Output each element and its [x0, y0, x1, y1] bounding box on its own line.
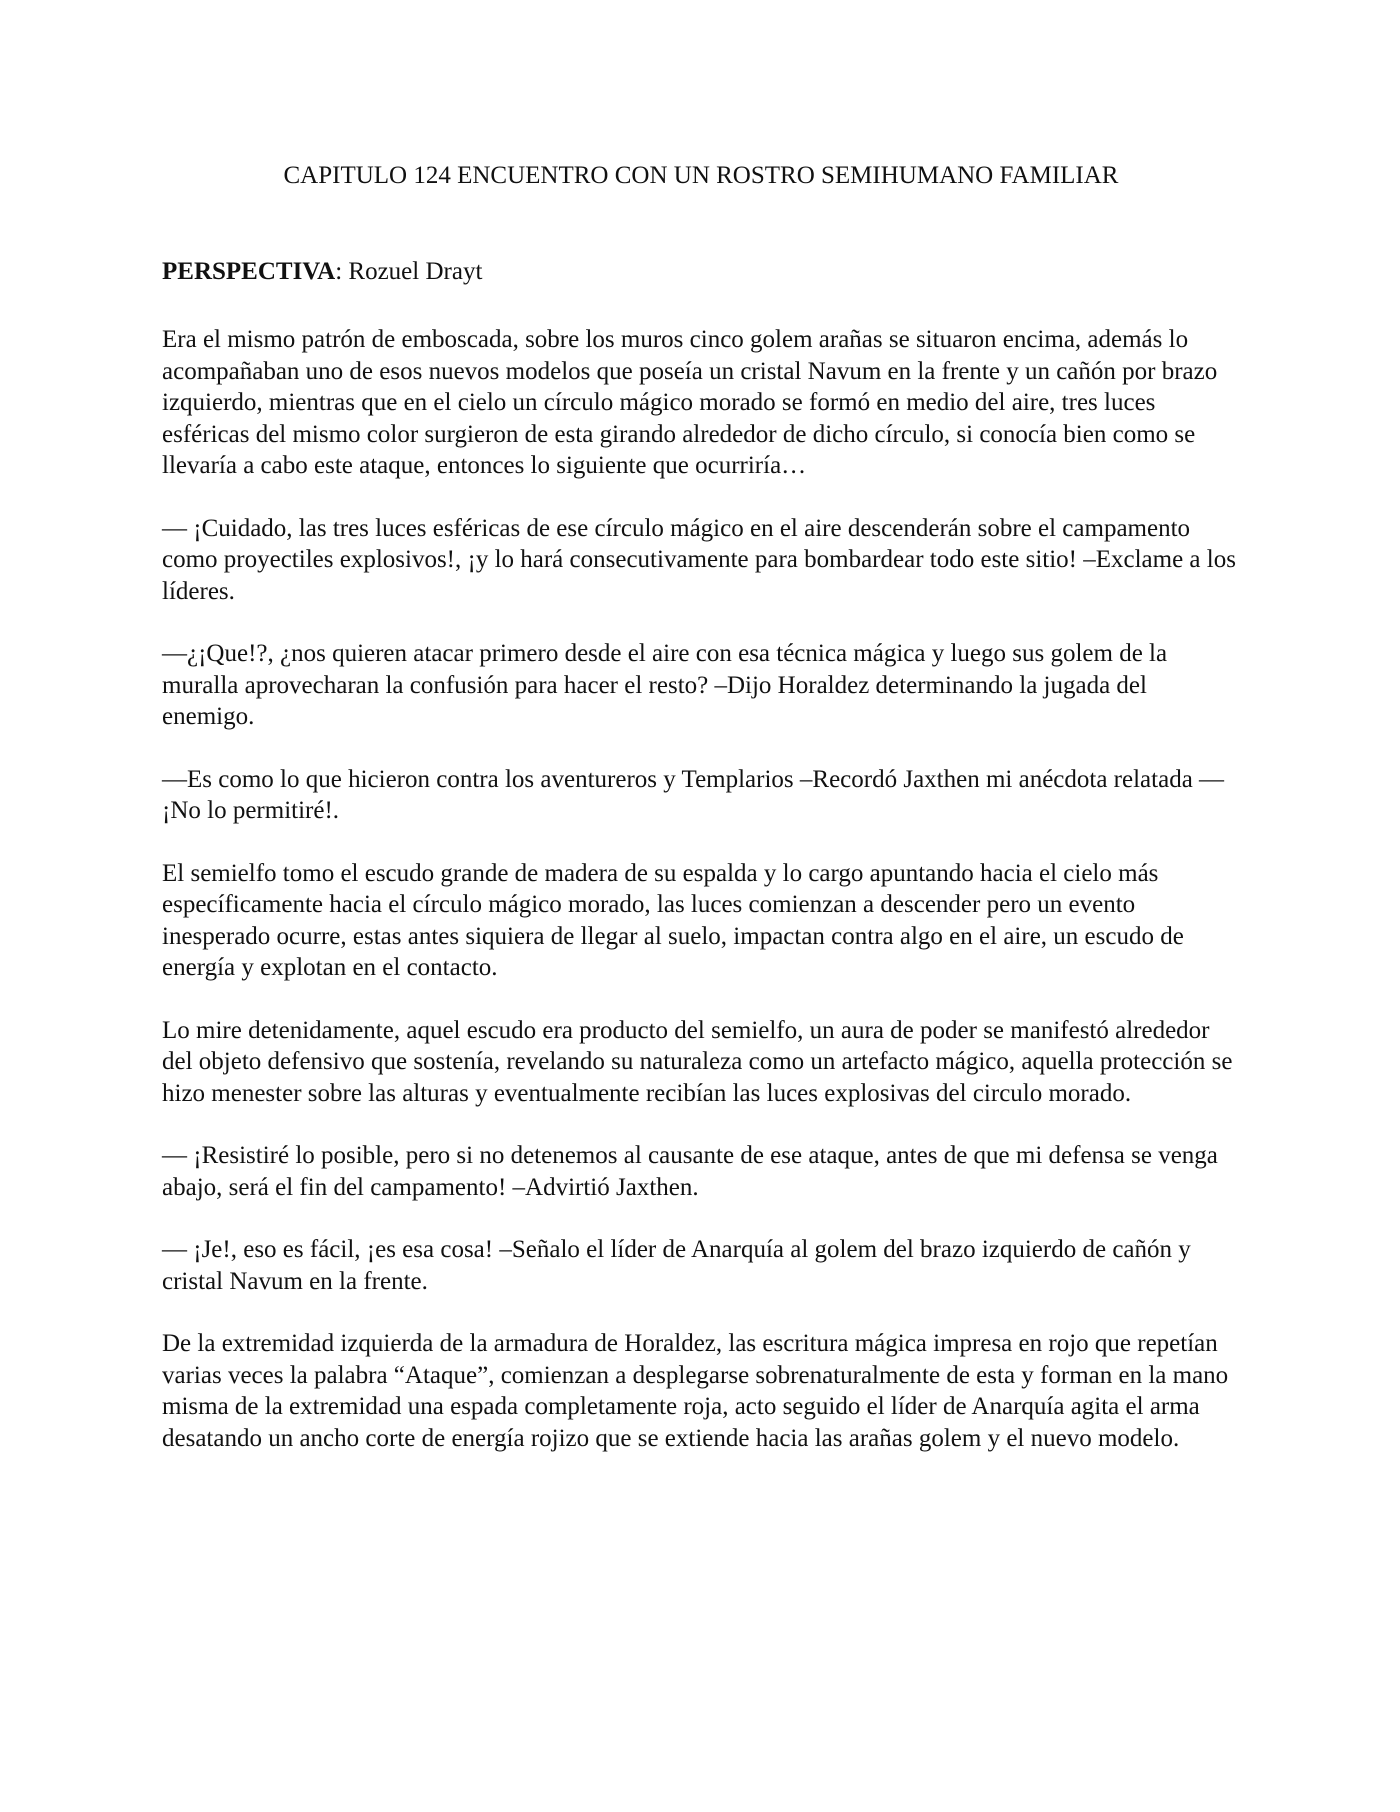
perspective-line [162, 256, 1240, 288]
paragraph-5: El semielfo tomo el escudo grande de madera de su espalda y lo cargo apuntando hacia el cielo más específicamente hacia el círculo mágico morado, las luces comienzan a descender pero un evento inesperado ocurre, estas antes siquiera de llegar al suelo, impactan contra algo en el aire, un escudo de energía y explotan en el contacto. [162, 859, 1184, 981]
paragraph-2: — ¡Cuidado, las tres luces esféricas de ese círculo mágico en el aire descenderán sobre el campamento como proyectiles explosivos!, ¡y lo hará consecutivamente para bombardear todo este sitio! –Exclame a los líderes. [162, 514, 1236, 605]
paragraph-6: Lo mire detenidamente, aquel escudo era producto del semielfo, un aura de poder se manifestó alrededor del objeto defensivo que sostenía, revelando su naturaleza como un artefacto mágico, aquella protección se hizo menester sobre las alturas y eventualmente recibían las luces explosivas del circulo morado. [162, 1016, 1233, 1107]
paragraph-3: —¿¡Que!?, ¿nos quieren atacar primero desde el aire con esa técnica mágica y luego sus golem de la muralla aprovecharan la confusión para hacer el resto? –Dijo Horaldez determinando la jugada del enemigo. [162, 640, 1168, 730]
chapter-title: CAPITULO 124 ENCUENTRO CON UN ROSTRO SEMIHUMANO FAMILIAR [283, 162, 1119, 189]
perspective-separator: : [335, 258, 349, 285]
paragraph-4: —Es como lo que hicieron contra los aventureros y Templarios –Recordó Jaxthen mi anécdota relatada —¡No lo permitiré!. [162, 765, 1225, 824]
perspective-value: Rozuel Drayt [348, 258, 483, 285]
paragraph-8: — ¡Je!, eso es fácil, ¡es esa cosa! –Señalo el líder de Anarquía al golem del brazo izquierdo de cañón y cristal Navum en la frente. [162, 1236, 1191, 1295]
paragraph-1: Era el mismo patrón de emboscada, sobre los muros cinco golem arañas se situaron encima, además lo acompañaban uno de esos nuevos modelos que poseía un cristal Navum en la frente y un cañón por brazo izquierdo, mientras que en el cielo un círculo mágico morado se formó en medio del aire, tres luces esféricas del mismo color surgieron de esta girando alrededor de dicho círculo, si conocía bien como se llevaría a cabo este ataque, entonces lo siguiente que ocurriría… [162, 326, 1218, 479]
paragraph-9: De la extremidad izquierda de la armadura de Horaldez, las escritura mágica impresa en rojo que repetían varias veces la palabra “Ataque”, comienzan a desplegarse sobrenaturalmente de esta y forman en la mano misma de la extremidad una espada completamente roja, acto seguido el líder de Anarquía agita el arma desatando un ancho corte de energía rojizo que se extiende hacia las arañas golem y el nuevo modelo. [162, 1330, 1229, 1452]
perspective-label: PERSPECTIVA [162, 258, 336, 285]
paragraph-7: — ¡Resistiré lo posible, pero si no detenemos al causante de ese ataque, antes de que mi defensa se venga abajo, será el fin del campamento! –Advirtió Jaxthen. [162, 1142, 1218, 1201]
